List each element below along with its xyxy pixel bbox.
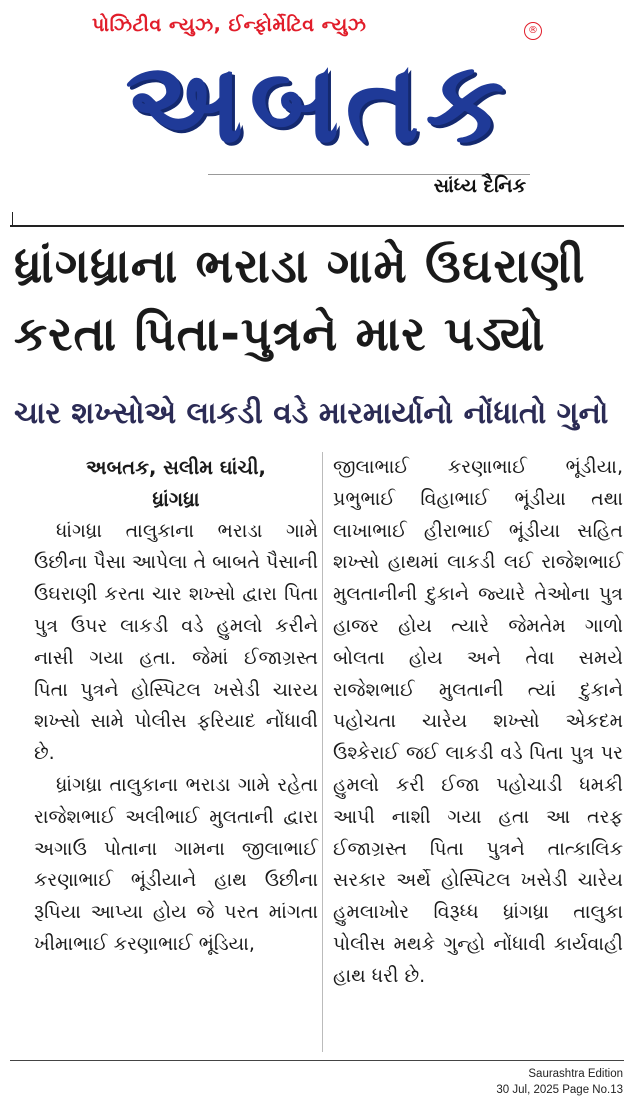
divider (10, 225, 624, 227)
edition-info (496, 1066, 623, 1098)
subheadline: ચાર શખ્સોએ લાકડી વડે મારમાર્યાનો નોંધાતો ગુનો (14, 396, 609, 431)
edition-name: Saurashtra Edition (528, 1068, 623, 1080)
article-column-right (333, 452, 623, 993)
byline-location: ધ્રાંગધ્રા (152, 487, 200, 511)
edition-date-page: 30 Jul, 2025 Page No.13 (496, 1084, 623, 1096)
article-column-left (34, 452, 318, 961)
masthead (0, 0, 633, 212)
article-paragraph: ધાંગધ્રા તાલુકાના ભરાડા ગામે ઉછીના પૈસા આપેલા તે બાબતે પૈસાની ઉઘરાણી કરતા ચાર શખ્સો દ્વારા પિતા પુત્ર ઉપર લાકડી વડે હુમલો કરીને નાસી ગયા હતા. જેમાં ઈજાગ્રસ્ત પિતા પુત્રને હોસ્પિટલ ખસેડી ચારય શખ્સો સામે પોલીસ ફરિયાદ નોંધાવી છે. (34, 519, 318, 765)
article-paragraph: જીલાભાઈ કરણાભાઈ ભૂંડીયા, પ્રભુભાઈ વિહાભાઈ ભૂંડીયા તથા લાખાભાઈ હીરાભાઈ ભૂંડીયા સહિત શખ્સો હાથમાં લાકડી લઈ રાજેશભાઈ મુલતાનીની દુકાને જ્યારે તેઓના પુત્ર હાજર હોય ત્યારે જેમતેમ ગાળો બોલતા હોય અને તેવા સમયે રાજેશભાઈ મુલતાની ત્યાં દુકાને પહોચતા ચારેય શખ્સો એકદમ ઉશ્કેરાઈ જઈ લાકડી વડે પિતા પુત્ર પર હુમલો કરી ઈજા પહોચાડી ધમકી આપી નાશી ગયા હતા આ તરફ ઈજાગ્રસ્ત પિતા પુત્રને તાત્કાલિક સરકાર અર્થે હોસ્પિટલ ખસેડી ચારેય હુમલાખોર વિરૂધ્ધ ધ્રાંગધ્રા તાલુકા પોલીસ મથકે ગુન્હો નોંધાવી કાર્યવાહી હાથ ધરી છે. (333, 456, 623, 987)
divider (10, 1060, 624, 1061)
masthead-subtitle: સાંધ્ય દૈનિક (433, 175, 526, 197)
headline-line-2: કરતા પિતા-પુત્રને માર પડ્યો (14, 307, 546, 362)
divider (12, 212, 13, 226)
byline (34, 452, 318, 516)
subtitle-bar (208, 174, 530, 201)
column-divider (322, 452, 323, 1052)
headline-line-1: ધ્રાંગધ્રાના ભરાડા ગામે ઉઘરાણી (14, 239, 586, 294)
byline-author: અબતક, સલીમ ઘાંચી, (86, 456, 266, 479)
article-paragraph: ધ્રાંગધ્રા તાલુકાના ભરાડા ગામે રહેતા રાજેશભાઈ અલીભાઈ મુલતાની દ્વારા અગાઉ પોતાના ગામના જીલાભાઈ કરણાભાઈ ભૂંડીયાને હાથ ઉછીના રૂપિયા આપ્યા હોય જે પરત માંગતા ખીમાભાઈ કરણાભાઈ ભૂંડિયા, (34, 773, 318, 955)
tagline: પોઝિટીવ ન્યુઝ, ઈન્ફોર્મેટિવ ન્યુઝ (92, 14, 367, 36)
newspaper-logo: અબતક (125, 38, 511, 168)
registered-mark-icon: ® (524, 22, 542, 40)
